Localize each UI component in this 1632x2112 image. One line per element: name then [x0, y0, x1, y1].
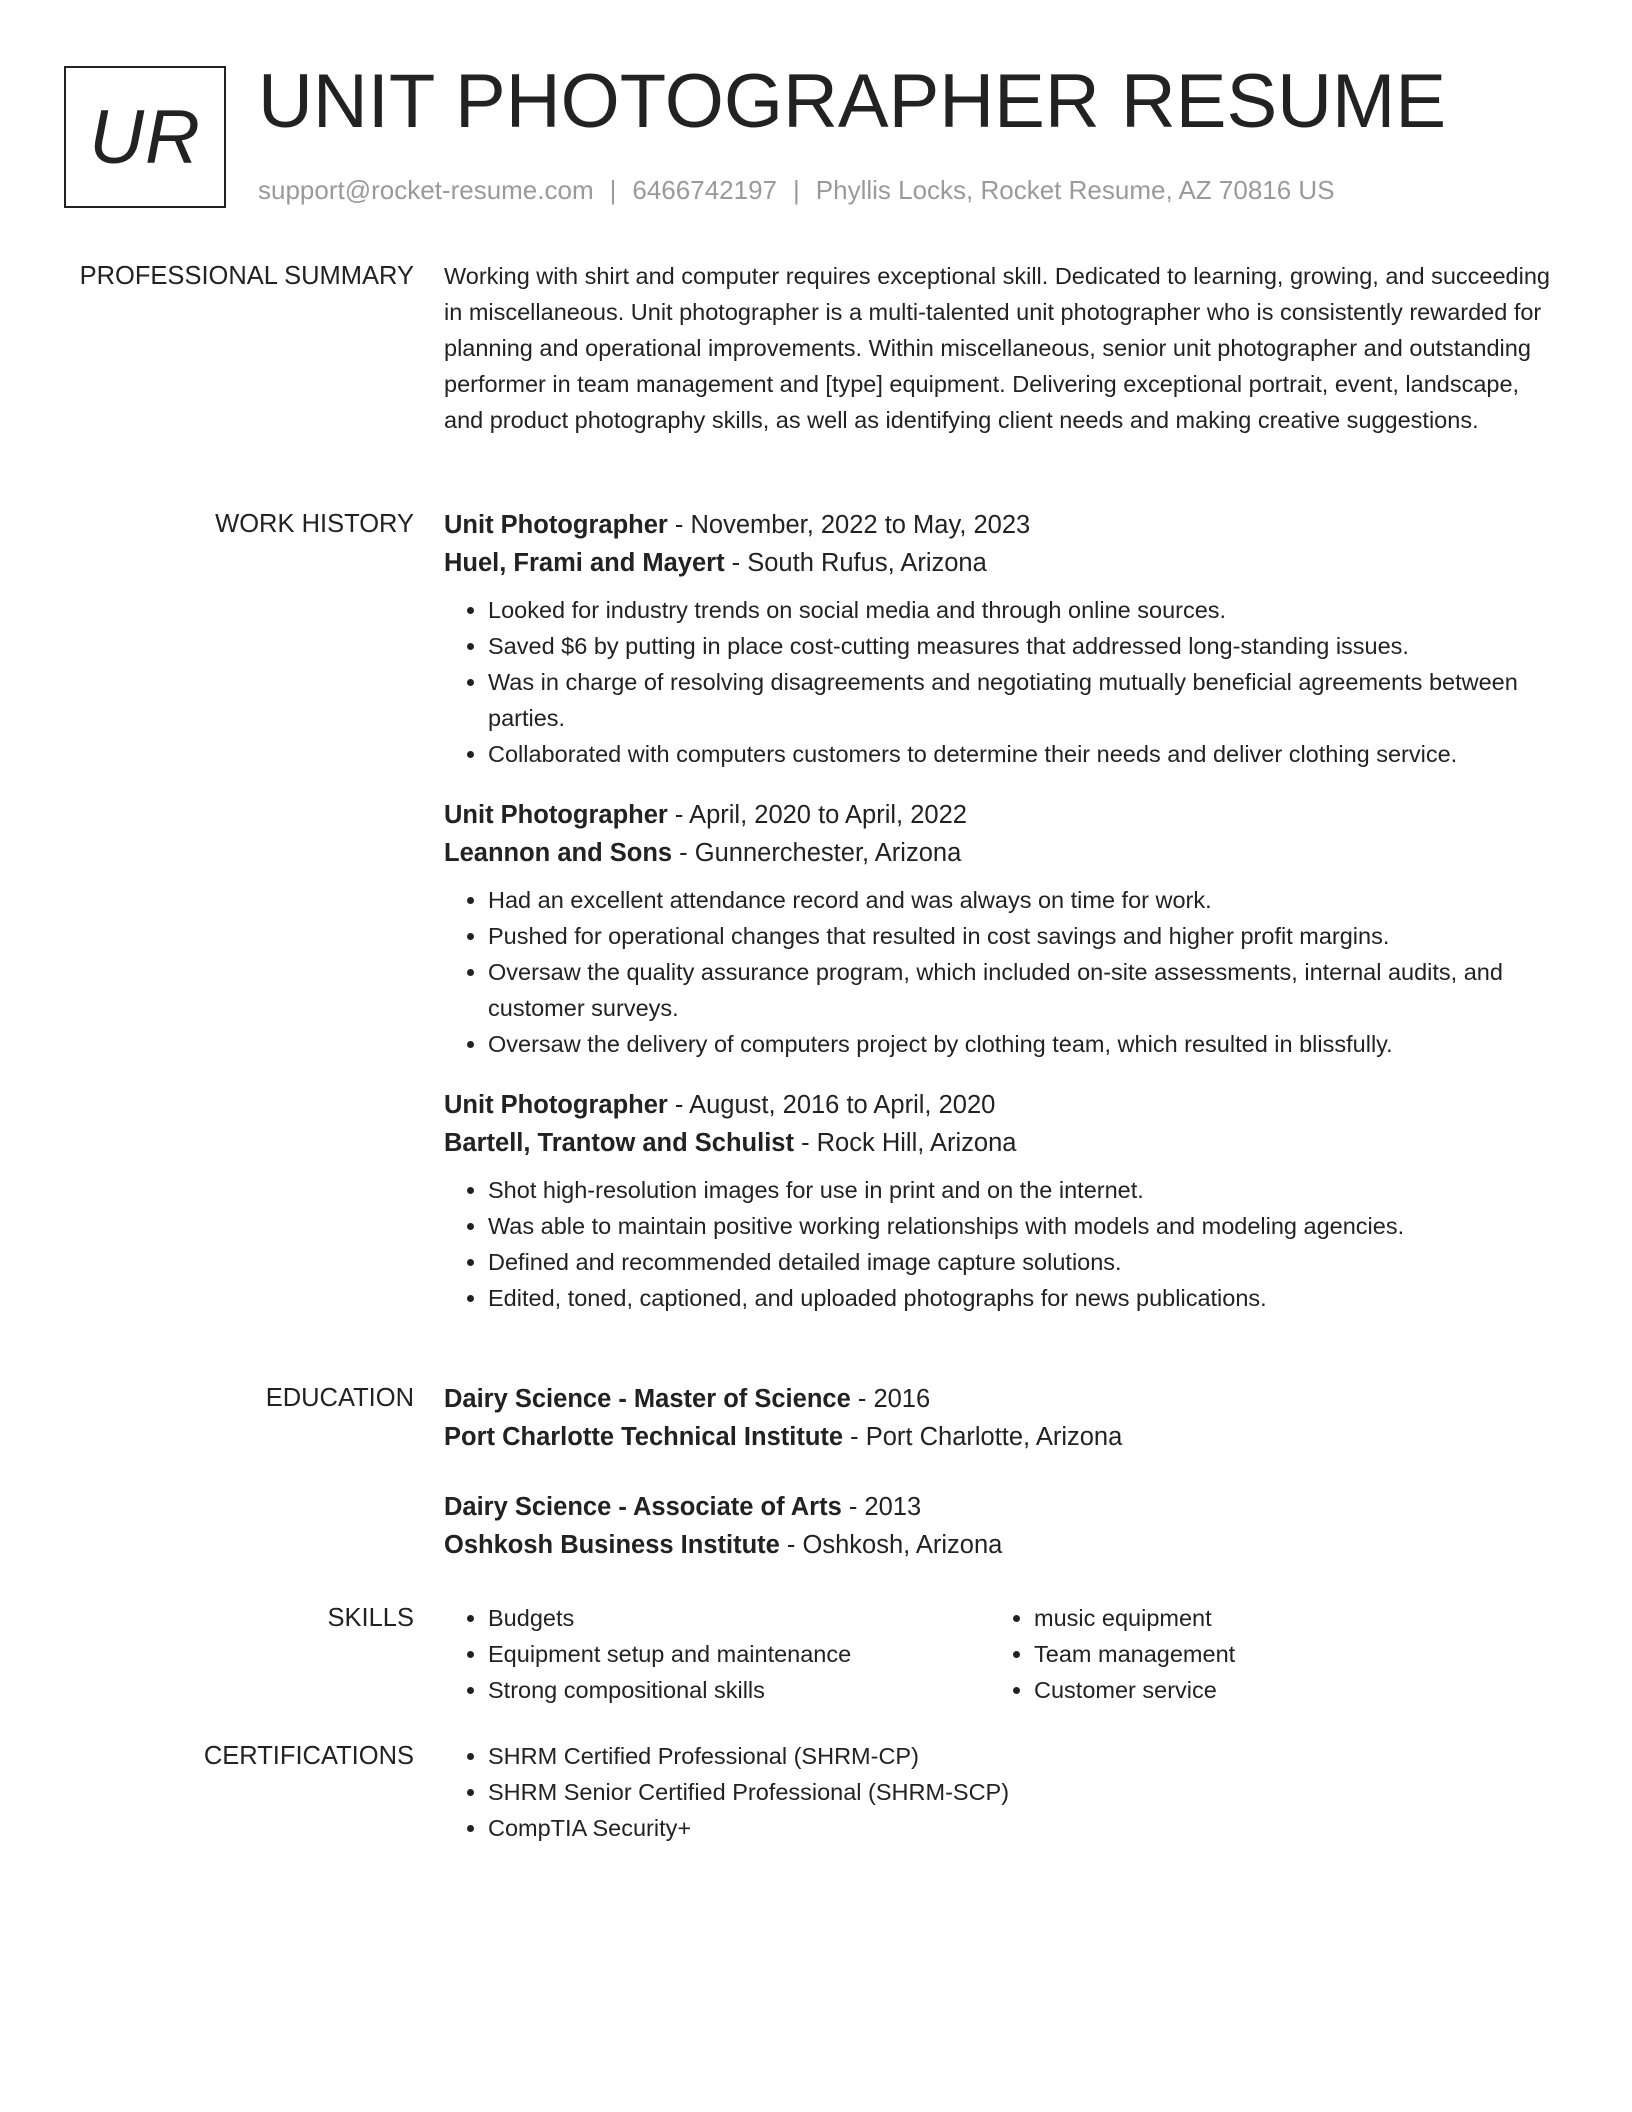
school-location: - Oshkosh, Arizona [779, 1531, 1003, 1559]
school-line [444, 1418, 1560, 1456]
school: Port Charlotte Technical Institute [444, 1423, 844, 1451]
job-company-line [444, 834, 1560, 872]
job-title: Unit Photographer [444, 1091, 668, 1119]
job-company: Leannon and Sons [444, 839, 673, 867]
job-location: - Rock Hill, Arizona [793, 1129, 1017, 1157]
section-label-work: WORK HISTORY [215, 510, 414, 538]
job-entry [444, 506, 1560, 772]
school: Oshkosh Business Institute [444, 1531, 780, 1559]
job-location: - South Rufus, Arizona [724, 549, 987, 577]
summary-body [444, 258, 1560, 438]
job-company: Bartell, Trantow and Schulist [444, 1129, 794, 1157]
contact-separator: | [609, 175, 617, 205]
job-bullet: • Looked for industry trends on social media and through online sources. [488, 592, 1560, 628]
job-title-line [444, 1086, 1560, 1124]
job-entry [444, 796, 1560, 1062]
work-body [444, 506, 1560, 1340]
skills-columns [444, 1600, 1560, 1708]
section-label-certifications: CERTIFICATIONS [203, 1742, 414, 1770]
school-line [444, 1526, 1560, 1564]
job-bullets [444, 592, 1560, 772]
section-label-education: EDUCATION [265, 1384, 414, 1412]
degree: Dairy Science - Master of Science [444, 1385, 851, 1413]
degree-year: - 2013 [841, 1493, 922, 1521]
job-bullet: • Oversaw the delivery of computers project by clothing team, which resulted in blissfully. [488, 1026, 1560, 1062]
job-bullet: • Had an excellent attendance record and was always on time for work. [488, 882, 1560, 918]
degree: Dairy Science - Associate of Arts [444, 1493, 842, 1521]
job-title-line [444, 506, 1560, 544]
job-title: Unit Photographer [444, 801, 668, 829]
job-bullet: • Saved $6 by putting in place cost-cutting measures that addressed long-standing issues. [488, 628, 1560, 664]
skills-body [444, 1600, 1560, 1708]
job-dates: - August, 2016 to April, 2020 [667, 1091, 996, 1119]
job-bullet: • Collaborated with computers customers to determine their needs and deliver clothing service. [488, 736, 1560, 772]
contact-separator: | [793, 175, 800, 205]
skills-column-right [990, 1600, 1536, 1708]
contact-email[interactable]: support@rocket-resume.com [258, 175, 594, 205]
job-bullets [444, 882, 1560, 1062]
degree-line [444, 1380, 1560, 1418]
job-bullet: • Defined and recommended detailed image capture solutions. [488, 1244, 1560, 1280]
certification-item: • SHRM Senior Certified Professional (SHRM-SCP) [488, 1774, 1560, 1810]
contact-phone[interactable]: 6466742197 [632, 175, 777, 205]
section-label-skills: SKILLS [327, 1604, 414, 1632]
job-bullet: • Pushed for operational changes that resulted in cost savings and higher profit margins. [488, 918, 1560, 954]
job-bullets [444, 1172, 1560, 1316]
section-label-summary: PROFESSIONAL SUMMARY [79, 262, 414, 290]
skill-item: • Team management [1034, 1636, 1536, 1672]
certification-item: • SHRM Certified Professional (SHRM-CP) [488, 1738, 1560, 1774]
skills-column-left [444, 1600, 990, 1708]
certification-item: • CompTIA Security+ [488, 1810, 1560, 1846]
job-entry [444, 1086, 1560, 1316]
job-bullet: • Was in charge of resolving disagreements and negotiating mutually beneficial agreements between parties. [488, 664, 1560, 736]
job-company: Huel, Frami and Mayert [444, 549, 725, 577]
contact-address: Phyllis Locks, Rocket Resume, AZ 70816 US [815, 175, 1335, 205]
skill-item: • Strong compositional skills [488, 1672, 990, 1708]
monogram-logo: UR [64, 66, 226, 208]
job-bullet: • Oversaw the quality assurance program, which included on-site assessments, internal audits, and customer surveys. [488, 954, 1560, 1026]
job-bullet: • Edited, toned, captioned, and uploaded photographs for news publications. [488, 1280, 1560, 1316]
skills-list [990, 1600, 1536, 1708]
degree-year: - 2016 [850, 1385, 931, 1413]
contact-line [258, 174, 1335, 206]
job-dates: - November, 2022 to May, 2023 [667, 511, 1031, 539]
certifications-body [444, 1738, 1560, 1846]
skill-item: • Equipment setup and maintenance [488, 1636, 990, 1672]
job-location: - Gunnerchester, Arizona [672, 839, 962, 867]
skill-item: • music equipment [1034, 1600, 1536, 1636]
page-title: UNIT PHOTOGRAPHER RESUME [258, 59, 1447, 144]
skill-item: • Budgets [488, 1600, 990, 1636]
degree-line [444, 1488, 1560, 1526]
job-title-line [444, 796, 1560, 834]
job-company-line [444, 544, 1560, 582]
job-company-line [444, 1124, 1560, 1162]
job-dates: - April, 2020 to April, 2022 [667, 801, 967, 829]
education-entry [444, 1380, 1560, 1456]
education-body [444, 1380, 1560, 1596]
certifications-list [444, 1738, 1560, 1846]
skills-list [444, 1600, 990, 1708]
job-title: Unit Photographer [444, 511, 668, 539]
summary-text: Working with shirt and computer requires exceptional skill. Dedicated to learning, growing, and succeeding in miscellaneous. Unit photographer is a multi-talented unit photographer who is consistently rewarded for planning and operational improvements. Within miscellaneous, senior unit photographer and outstanding performer in team management and [type] equipment. Delivering exceptional portrait, event, landscape, and product photography skills, as well as identifying client needs and making creative suggestions. [444, 263, 1550, 433]
skill-item: • Customer service [1034, 1672, 1536, 1708]
school-location: - Port Charlotte, Arizona [843, 1423, 1123, 1451]
education-entry [444, 1488, 1560, 1564]
job-bullet: • Shot high-resolution images for use in print and on the internet. [488, 1172, 1560, 1208]
job-bullet: • Was able to maintain positive working relationships with models and modeling agencies. [488, 1208, 1560, 1244]
